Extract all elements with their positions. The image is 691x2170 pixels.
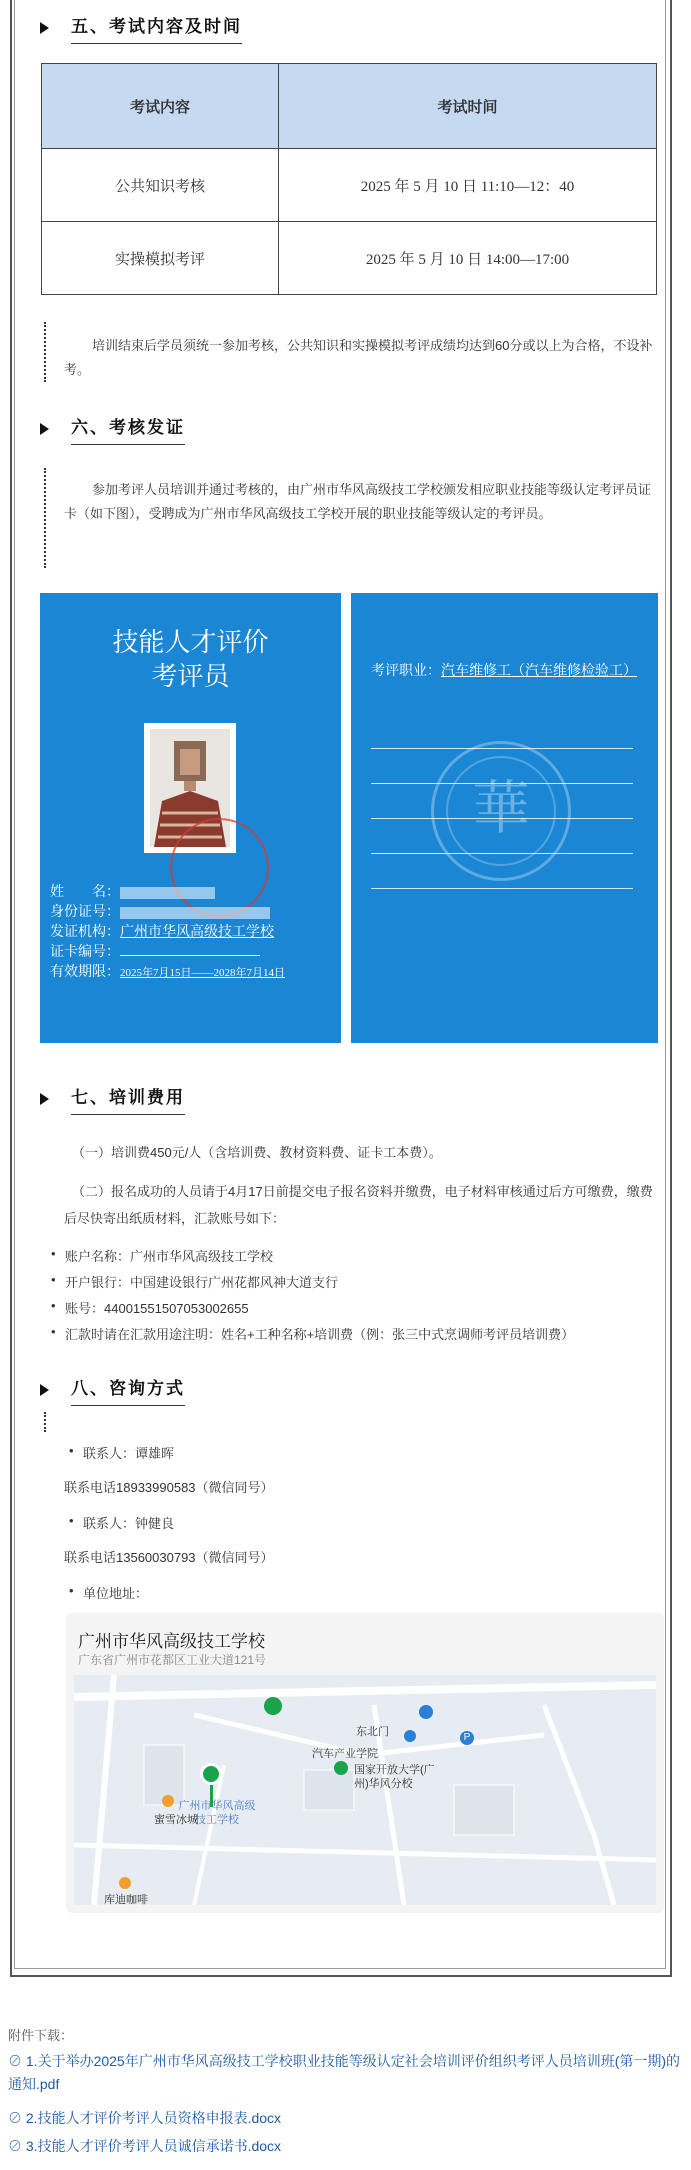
map-poi-label: 库迪咖啡 xyxy=(104,1894,148,1905)
dotted-divider xyxy=(44,322,46,382)
blank-line xyxy=(371,888,633,889)
table-cell: 公共知识考核 xyxy=(42,149,279,222)
link-icon: ⊘ xyxy=(8,2138,26,2154)
school-poi-icon xyxy=(334,1761,348,1775)
occupation-field: 考评职业：汽车维修工（汽车维修检验工） xyxy=(371,662,637,678)
section-title: 六、考核发证 xyxy=(71,413,185,445)
blurred-name xyxy=(120,887,215,899)
poi-marker-icon xyxy=(264,1697,282,1715)
attachment-link-2[interactable]: ⊘ 2.技能人才评价考评人员资格申报表.docx xyxy=(8,2110,282,2126)
link-icon: ⊘ xyxy=(8,2053,26,2069)
address-label: • 单位地址： xyxy=(83,1583,148,1602)
map-view[interactable] xyxy=(74,1675,656,1905)
card-title xyxy=(40,625,341,693)
card-title-line2: 考评员 xyxy=(151,661,230,691)
card-fields xyxy=(50,883,340,983)
table-row xyxy=(42,149,657,222)
map-poi-label: 东北门 xyxy=(356,1726,389,1738)
triangle-bullet-icon xyxy=(40,423,49,435)
blank-line xyxy=(120,955,260,956)
list-item: • 账户名称：广州市华风高级技工学校 xyxy=(65,1246,273,1265)
list-item: • 账号：44001551507053002655 xyxy=(65,1298,249,1317)
card-field-cert: 证卡编号： xyxy=(50,943,340,963)
list-item: • 汇款时请在汇款用途注明：姓名+工种名称+培训费（例：张三中式烹调师考评员培训费） xyxy=(65,1324,574,1343)
poi-marker-icon xyxy=(419,1705,433,1719)
certificate-paragraph: 参加考评人员培训并通过考核的，由广州市华风高级技工学校颁发相应职业技能等级认定考评员证卡（如下图），受聘成为广州市华风高级技工学校开展的职业技能等级认定的考评员。 xyxy=(64,482,652,521)
card-field-issuer: 发证机构：广州市华风高级技工学校 xyxy=(50,925,274,940)
section-7-heading xyxy=(40,1083,185,1115)
map-poi-label: 汽车产业学院 xyxy=(312,1748,378,1760)
certificate-card-front xyxy=(40,593,341,1043)
table-header-cell: 考试内容 xyxy=(42,64,279,149)
section-5-heading xyxy=(40,12,242,44)
school-emblem-watermark-icon: 華 xyxy=(431,741,571,881)
table-header-row xyxy=(42,64,657,149)
exam-note: 培训结束后学员须统一参加考核，公共知识和实操模拟考评成绩均达到60分或以上为合格，不设补考。 xyxy=(64,338,653,377)
map-pin-label: 广州市华风高级技工学校 xyxy=(178,1800,256,1826)
section-title: 七、培训费用 xyxy=(71,1083,185,1115)
exam-schedule-table xyxy=(41,63,657,295)
map-poi-label: 国家开放大学(广州)华风分校 xyxy=(354,1764,435,1790)
poi-marker-icon xyxy=(404,1730,416,1742)
link-icon: ⊘ xyxy=(8,2110,26,2126)
fee-paragraph-2: （二）报名成功的人员请于4月17日前提交电子报名资料并缴费，电子材料审核通过后方可缴费，缴费后尽快寄出纸质材料，汇款账号如下： xyxy=(64,1184,653,1226)
list-item: • 开户银行：中国建设银行广州花都风神大道支行 xyxy=(65,1272,338,1291)
section-8-heading xyxy=(40,1374,185,1406)
contact-2: • 联系人：钟健良 xyxy=(83,1513,174,1532)
food-poi-icon xyxy=(162,1795,174,1807)
attachment-link-3[interactable]: ⊘ 3.技能人才评价考评人员诚信承诺书.docx xyxy=(8,2138,282,2154)
triangle-bullet-icon xyxy=(40,1384,49,1396)
phone-2: 联系电话13560030793（微信同号） xyxy=(64,1550,274,1565)
triangle-bullet-icon xyxy=(40,1093,49,1105)
location-pin-icon xyxy=(200,1763,222,1785)
map-place-name: 广州市华风高级技工学校 xyxy=(78,1632,265,1651)
table-cell: 2025 年 5 月 10 日 14:00—17:00 xyxy=(279,222,657,295)
attachment-link-1[interactable]: ⊘ 1.关于举办2025年广州市华风高级技工学校职业技能等级认定社会培训评价组织考评人员培训班(第一期)的通知.pdf xyxy=(8,2053,681,2092)
contact-1: • 联系人：谭雄晖 xyxy=(83,1443,174,1462)
section-6-heading xyxy=(40,413,185,445)
parking-icon: P xyxy=(460,1731,474,1745)
card-field-name: 姓 名： xyxy=(50,883,340,903)
section-title: 五、考试内容及时间 xyxy=(71,12,242,44)
card-field-valid: 有效期限：2025年7月15日——2028年7月14日 xyxy=(50,965,285,980)
dotted-divider xyxy=(44,1412,46,1432)
map-place-address: 广东省广州市花都区工业大道121号 xyxy=(78,1653,267,1667)
table-cell: 实操模拟考评 xyxy=(42,222,279,295)
dotted-divider xyxy=(44,468,46,568)
cafe-poi-icon xyxy=(119,1877,131,1889)
blurred-id xyxy=(120,907,270,919)
attachments-label: 附件下载： xyxy=(8,2028,74,2043)
table-header-cell: 考试时间 xyxy=(279,64,657,149)
phone-1: 联系电话18933990583（微信同号） xyxy=(64,1480,274,1495)
section-title: 八、咨询方式 xyxy=(71,1374,185,1406)
table-row xyxy=(42,222,657,295)
map-poi-label: 蜜雪冰城 xyxy=(154,1814,198,1826)
map-card[interactable] xyxy=(66,1613,664,1913)
table-cell: 2025 年 5 月 10 日 11:10—12：40 xyxy=(279,149,657,222)
certificate-card-back xyxy=(351,593,658,1043)
fee-paragraph-1: （一）培训费450元/人（含培训费、教材资料费、证卡工本费）。 xyxy=(72,1145,442,1160)
triangle-bullet-icon xyxy=(40,22,49,34)
card-field-id: 身份证号： xyxy=(50,903,340,923)
card-title-line1: 技能人才评价 xyxy=(112,627,269,657)
